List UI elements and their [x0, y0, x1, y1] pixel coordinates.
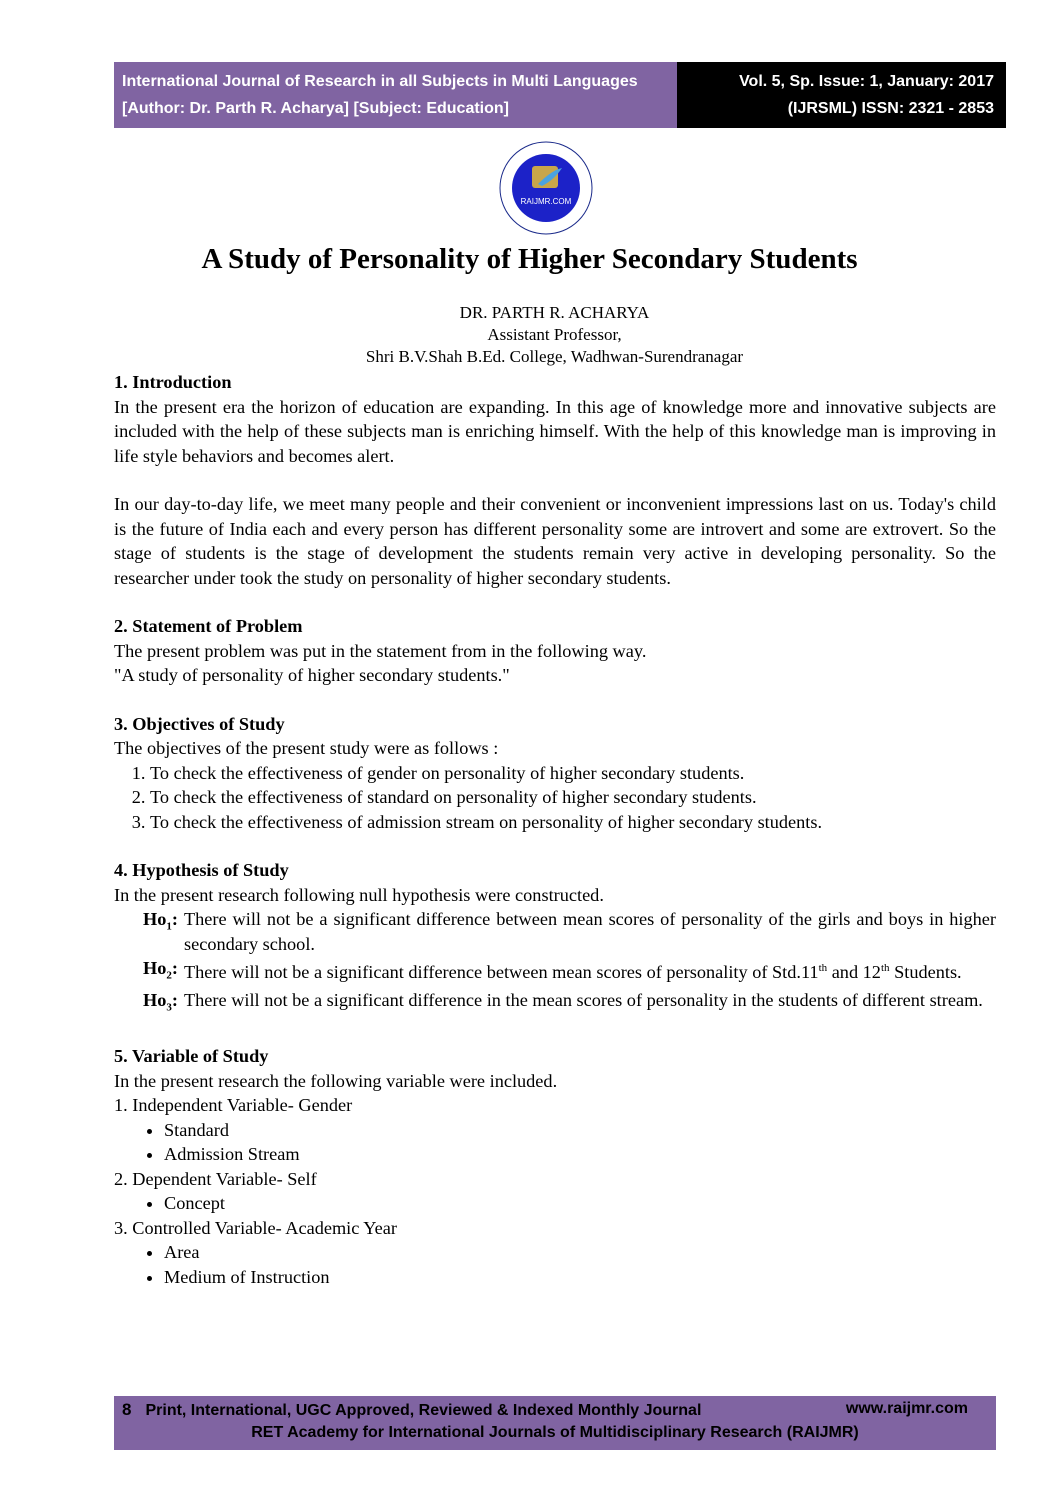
author-subject: [Author: Dr. Parth R. Acharya] [Subject: Education]: [122, 100, 509, 117]
journal-name: International Journal of Research in all Subjects in Multi Languages: [122, 73, 638, 90]
paragraph: In the present research the following variable were included.: [114, 1070, 558, 1091]
list-item: • Medium of Instruction: [164, 1265, 996, 1290]
hypothesis-3: $Ho_3$: There will not be a significant difference in the mean scores of personality in the students of different stream.: [143, 990, 983, 1014]
list-item: • Concept: [164, 1191, 996, 1216]
list-item: • Standard: [164, 1118, 996, 1143]
issn-info: (IJRSML) ISSN: 2321 - 2853: [787, 100, 994, 117]
list-item: 2. To check the effectiveness of standard on personality of higher secondary students.: [150, 785, 996, 810]
footer-line-1: Print, International, UGC Approved, Reviewed & Indexed Monthly Journal: [145, 1402, 702, 1419]
hypothesis-2: $Ho_2$: There will not be a significant difference between mean scores of personality of Std.11th and 12th Students.: [143, 958, 962, 983]
bullet-list: [114, 1118, 996, 1167]
variable-item: 3. Controlled Variable- Academic Year: [114, 1217, 397, 1238]
paragraph: In our day-to-day life, we meet many people and their convenient or inconvenient impressions last on us. Today's child is the future of India each and every person has different personality some are introvert and some are extrovert. So the stage of students is the stage of development the students remain very active in developing personality. So the researcher under took the study on personality of higher secondary students.: [114, 494, 996, 588]
bullet-list: [114, 1240, 996, 1289]
objectives-list: [114, 761, 996, 835]
hypothesis-1: $Ho_1$: There will not be a significant difference between mean scores of personality of the girls and boys in higher secondary school.: [143, 909, 996, 954]
journal-header: [114, 62, 1006, 128]
paragraph: The objectives of the present study were as follows :: [114, 738, 499, 758]
variable-item: 1. Independent Variable- Gender: [114, 1095, 353, 1116]
header-left: [114, 62, 677, 128]
section-heading: 2. Statement of Problem: [114, 616, 303, 636]
paragraph: "A study of personality of higher secondary students.": [114, 665, 510, 685]
author-block: [0, 302, 1059, 368]
section-heading: 4. Hypothesis of Study: [114, 860, 289, 880]
raijmr-logo-icon: [494, 140, 598, 236]
list-item: 1. To check the effectiveness of gender on personality of higher secondary students.: [150, 761, 996, 786]
volume-info: Vol. 5, Sp. Issue: 1, January: 2017: [739, 73, 994, 90]
header-right: [677, 62, 1006, 128]
author-institution: Shri B.V.Shah B.Ed. College, Wadhwan-Surendranagar: [365, 347, 744, 366]
footer-line-2: RET Academy for International Journals of Multidisciplinary Research (RAIJMR): [251, 1424, 859, 1441]
list-item: • Admission Stream: [164, 1142, 996, 1167]
paragraph: In the present research following null hypothesis were constructed.: [114, 884, 604, 905]
section-heading: 1. Introduction: [114, 372, 232, 392]
svg-text:RAIJMR.COM: RAIJMR.COM: [520, 197, 572, 206]
page-number: 8: [122, 1400, 132, 1419]
variable-item: 2. Dependent Variable- Self: [114, 1168, 317, 1189]
bullet-list: [114, 1191, 996, 1216]
paper-title: A Study of Personality of Higher Secondary Students: [201, 243, 858, 275]
paragraph: In the present era the horizon of education are expanding. In this age of knowledge more and innovative subjects are included with the help of these subjects man is enriching himself. With the help of this knowledge man is improving in life style behaviors and becomes alert.: [114, 396, 996, 466]
website-link[interactable]: www.raijmr.com: [845, 1400, 968, 1417]
paragraph: The present problem was put in the statement from in the following way.: [114, 640, 647, 661]
paper-body: [114, 370, 996, 1289]
section-heading: 3. Objectives of Study: [114, 713, 285, 734]
author-position: Assistant Professor,: [487, 325, 622, 344]
list-item: • Area: [164, 1240, 996, 1265]
section-heading: 5. Variable of Study: [114, 1046, 269, 1067]
author-name: DR. PARTH R. ACHARYA: [459, 303, 650, 322]
list-item: 3. To check the effectiveness of admission stream on personality of higher secondary students.: [150, 810, 996, 835]
journal-footer: [114, 1396, 996, 1450]
